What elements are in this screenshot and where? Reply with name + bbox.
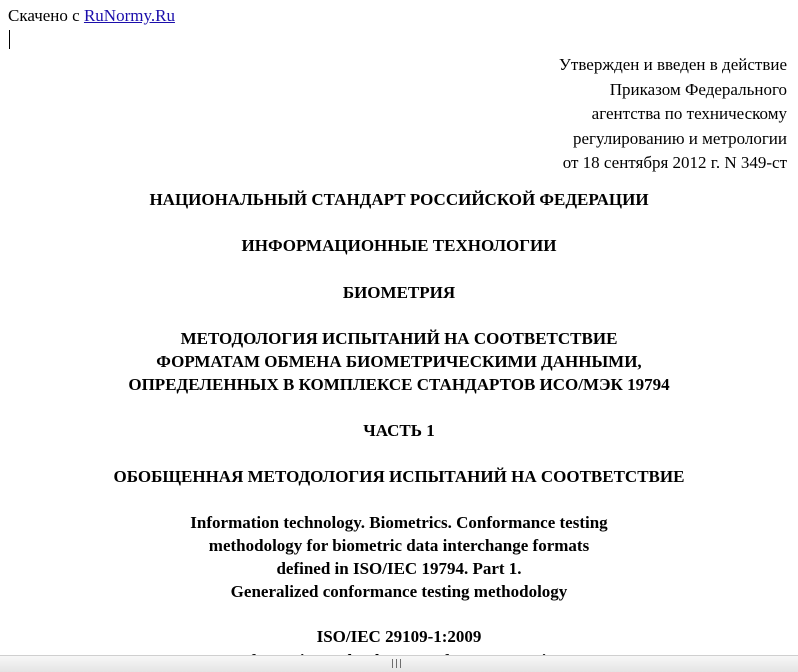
scrollbar-grip-icon[interactable] (392, 659, 403, 668)
standard-kind: НАЦИОНАЛЬНЫЙ СТАНДАРТ РОССИЙСКОЙ ФЕДЕРАЦИИ (149, 190, 649, 209)
approval-line: Утвержден и введен в действие (558, 55, 787, 74)
source-link[interactable]: RuNormy.Ru (83, 6, 175, 25)
title-ru-line: ОПРЕДЕЛЕННЫХ В КОМПЛЕКСЕ СТАНДАРТОВ ИСО/МЭК 19794 (128, 375, 670, 394)
title-en-line: Information technology. Biometrics. Conformance testing (190, 513, 608, 532)
horizontal-scrollbar[interactable] (0, 655, 798, 672)
approval-block (559, 53, 787, 176)
source-line (8, 6, 175, 26)
approval-line: от 18 сентября 2012 г. N 349-ст (562, 153, 787, 172)
part-number: ЧАСТЬ 1 (363, 421, 435, 440)
approval-line: агентства по техническому (591, 104, 787, 123)
standard-field: ИНФОРМАЦИОННЫЕ ТЕХНОЛОГИИ (241, 236, 557, 255)
source-prefix: Скачено с (8, 6, 80, 25)
title-ru-line: МЕТОДОЛОГИЯ ИСПЫТАНИЙ НА СООТВЕТСТВИЕ (180, 329, 618, 348)
approval-line: Приказом Федерального (609, 79, 787, 99)
title-en-line: Generalized conformance testing methodology (230, 582, 568, 601)
iso-reference: ISO/IEC 29109-1:2009 (316, 627, 482, 646)
part-title: ОБОБЩЕННАЯ МЕТОДОЛОГИЯ ИСПЫТАНИЙ НА СООТВЕТСТВИЕ (113, 467, 685, 486)
title-en-line: methodology for biometric data interchange formats (208, 536, 590, 555)
standard-subfield: БИОМЕТРИЯ (342, 283, 456, 302)
title-en-line: defined in ISO/IEC 19794. Part 1. (276, 559, 522, 578)
title-ru-line: ФОРМАТАМ ОБМЕНА БИОМЕТРИЧЕСКИМИ ДАННЫМИ, (156, 352, 642, 371)
approval-line: регулированию и метрологии (572, 128, 787, 148)
text-cursor (9, 30, 10, 49)
